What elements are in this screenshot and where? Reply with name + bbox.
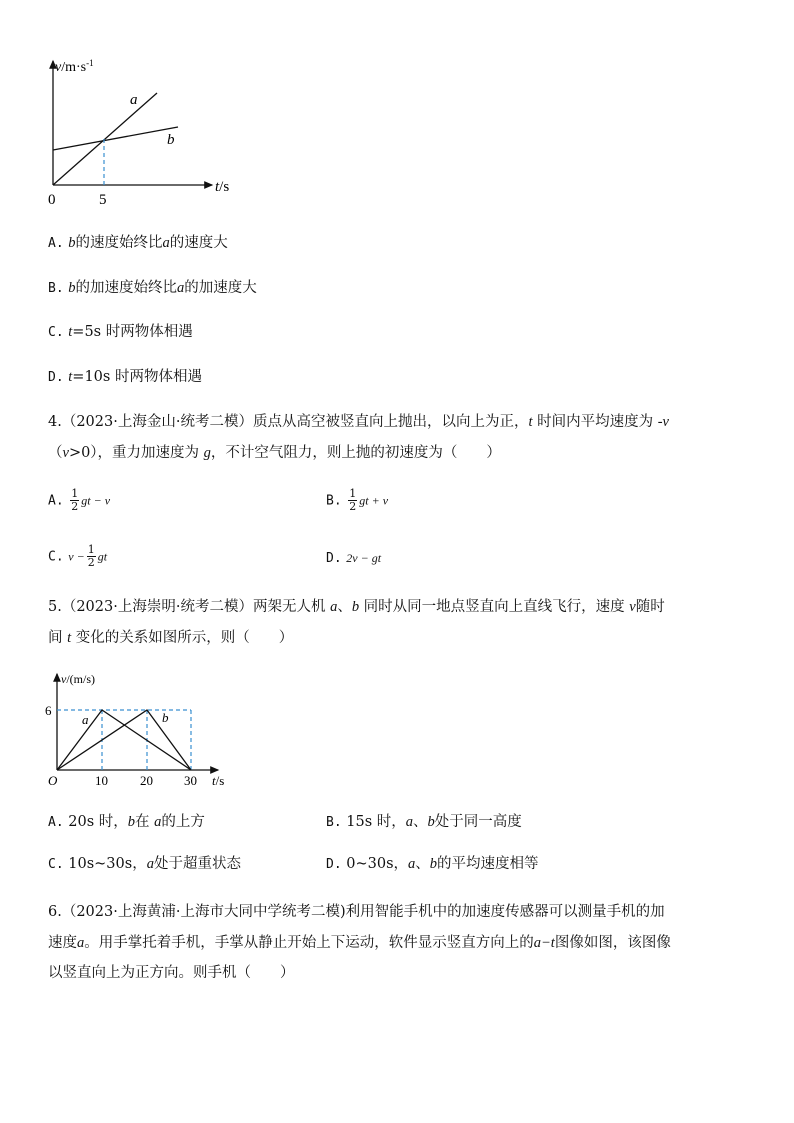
line-a — [53, 93, 157, 185]
q3-option-a[interactable]: A. b的速度始终比a的速度大 — [48, 235, 228, 251]
q4-option-b[interactable]: B. $\frac{1}{2}$ gt + v — [326, 487, 389, 513]
q5-option-b[interactable]: B. 15s 时，a、b处于同一高度 — [326, 814, 522, 830]
origin-label: O — [48, 773, 58, 788]
q6-stem-line-2: 速度a。用手掌托着手机，手掌从静止开始上下运动，软件显示竖直方向上的a−t图像如图，该图像 — [48, 935, 671, 951]
x-tick-10: 10 — [95, 773, 108, 788]
line-a-label: a — [130, 92, 138, 108]
x-tick-30: 30 — [184, 773, 197, 788]
q4-option-d[interactable]: D. 2v − gt — [326, 551, 382, 566]
line-b — [57, 710, 191, 770]
q3-option-b[interactable]: B. b的加速度始终比a的加速度大 — [48, 280, 257, 296]
y-tick-6: 6 — [45, 703, 52, 718]
velocity-time-graph-2 — [40, 670, 240, 792]
x-tick-20: 20 — [140, 773, 153, 788]
y-axis-label: v/(m/s) — [61, 672, 95, 686]
q6-stem-line-1: 6.（2023·上海黄浦·上海市大同中学统考二模)利用智能手机中的加速度传感器可以测量手机的加 — [48, 904, 665, 920]
x-axis-label: t/s — [215, 179, 230, 195]
q3-option-c[interactable]: C. t=5s 时两物体相遇 — [48, 324, 193, 340]
x-axis-label: t/s — [212, 773, 225, 788]
fraction-one-half: $\frac{1}{2}$ — [349, 487, 357, 513]
line-a — [57, 710, 191, 770]
q6-stem-line-3: 以竖直向上为正方向。则手机（ ） — [48, 965, 295, 981]
line-b-label: b — [162, 710, 169, 725]
q5-option-c[interactable]: C. 10s~30s，a处于超重状态 — [48, 856, 241, 872]
q5-stem-line-2: 间 t 变化的关系如图所示，则（ ） — [48, 630, 294, 646]
velocity-time-graph-1 — [40, 55, 240, 210]
q5-option-d[interactable]: D. 0~30s，a、b的平均速度相等 — [326, 856, 539, 872]
line-b-label: b — [167, 132, 175, 148]
q5-option-a[interactable]: A. 20s 时，b在 a的上方 — [48, 814, 205, 830]
origin-label: 0 — [48, 192, 56, 208]
fraction-one-half: $\frac{1}{2}$ — [71, 487, 79, 513]
q5-stem-line-1: 5.（2023·上海崇明·统考二模）两架无人机 a、b 同时从同一地点竖直向上直线飞行，速度 v随时 — [48, 599, 665, 615]
q4-option-a[interactable]: A. $\frac{1}{2}$ gt − v — [48, 487, 111, 513]
tick-5-label: 5 — [99, 192, 107, 208]
y-axis-label: $v/m\cdot s^{-1}$ — [55, 58, 94, 75]
q4-option-c[interactable]: C. v − $\frac{1}{2}$ gt — [48, 543, 108, 569]
q4-stem-line-2: （v>0），重力加速度为 g，不计空气阻力，则上抛的初速度为（ ） — [48, 445, 501, 461]
q3-option-d[interactable]: D. t=10s 时两物体相遇 — [48, 369, 202, 385]
fraction-one-half: $\frac{1}{2}$ — [87, 543, 95, 569]
line-a-label: a — [82, 712, 89, 727]
q4-stem-line-1: 4.（2023·上海金山·统考二模）质点从高空被竖直向上抛出，以向上为正，t 时间内平均速度为 -v — [48, 414, 669, 430]
